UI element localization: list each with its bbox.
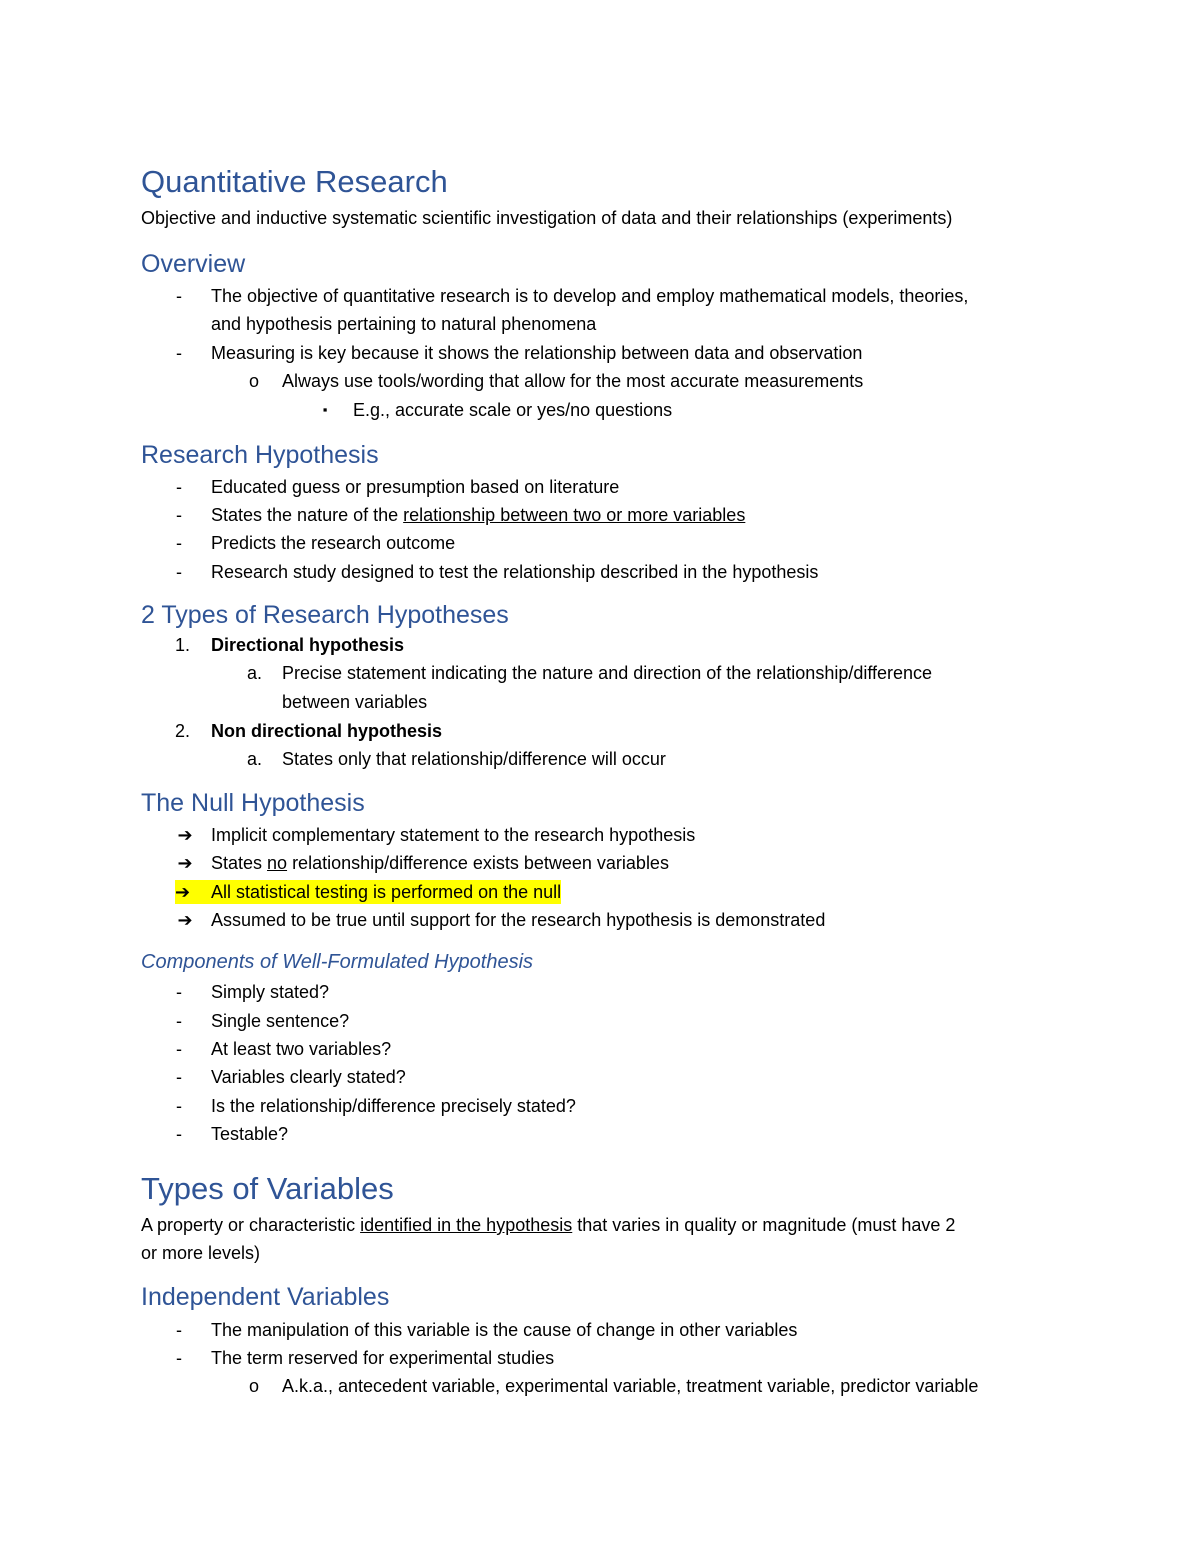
number-marker: 1. [175, 635, 191, 655]
independent-variables-heading: Independent Variables [141, 1283, 390, 1311]
arrow-icon: ➔ [175, 880, 211, 904]
dash-bullet: - [176, 1067, 182, 1087]
overview-sub-bullet: Always use tools/wording that allow for the most accurate measurements [282, 371, 864, 391]
component-item: Simply stated? [211, 982, 330, 1002]
null-bullet-2-underlined: no [267, 853, 288, 873]
variables-desc-post: that varies in quality or magnitude (must have 2 [572, 1215, 956, 1235]
non-directional-desc: States only that relationship/difference will occur [282, 749, 666, 769]
title-description: Objective and inductive systematic scientific investigation of data and their relationships (experiments) [141, 208, 953, 228]
rh-bullet-2-text: States the nature of the [211, 505, 404, 525]
iv-bullet-2: The term reserved for experimental studies [211, 1348, 555, 1368]
component-item: At least two variables? [211, 1039, 392, 1059]
arrow-icon: ➔ [177, 825, 193, 845]
component-item: Is the relationship/difference precisely stated? [211, 1096, 576, 1116]
dash-bullet: - [176, 286, 182, 306]
dash-bullet: - [176, 982, 182, 1002]
dash-bullet: - [176, 343, 182, 363]
research-hypothesis-heading: Research Hypothesis [141, 441, 379, 469]
directional-hypothesis-item: Directional hypothesis [211, 635, 405, 655]
rh-bullet-3: Predicts the research outcome [211, 533, 456, 553]
circle-bullet: o [248, 1376, 259, 1396]
dash-bullet: - [176, 505, 182, 525]
null-bullet-2 [211, 851, 669, 875]
page-title: Quantitative Research [141, 164, 448, 199]
non-directional-hypothesis-item: Non directional hypothesis [211, 721, 443, 741]
iv-sub-bullet: A.k.a., antecedent variable, experimental variable, treatment variable, predictor variable [282, 1376, 979, 1396]
rh-bullet-4: Research study designed to test the relationship described in the hypothesis [211, 562, 819, 582]
null-bullet-2-post: relationship/difference exists between variables [287, 853, 669, 873]
directional-desc-cont: between variables [282, 692, 428, 712]
dash-bullet: - [176, 1348, 182, 1368]
iv-bullet-1: The manipulation of this variable is the cause of change in other variables [211, 1320, 798, 1340]
arrow-icon: ➔ [177, 853, 193, 873]
dash-bullet: - [176, 1124, 182, 1144]
letter-marker: a. [247, 749, 263, 769]
null-hypothesis-heading: The Null Hypothesis [141, 789, 365, 817]
dash-bullet: - [176, 1096, 182, 1116]
dash-bullet: - [176, 533, 182, 553]
overview-bullet-2: Measuring is key because it shows the relationship between data and observation [211, 343, 863, 363]
null-bullet-2-pre: States [211, 853, 268, 873]
dash-bullet: - [176, 562, 182, 582]
overview-sub-sub-bullet: E.g., accurate scale or yes/no questions [353, 400, 673, 420]
variables-description [141, 1213, 955, 1237]
variables-desc-underlined: identified in the hypothesis [360, 1215, 573, 1235]
rh-bullet-2 [211, 503, 745, 527]
dash-bullet: - [176, 1039, 182, 1059]
variables-desc-pre: A property or characteristic [141, 1215, 361, 1235]
square-bullet: ▪ [322, 402, 328, 417]
letter-marker: a. [247, 663, 263, 683]
null-bullet-4: Assumed to be true until support for the research hypothesis is demonstrated [211, 910, 826, 930]
types-hypotheses-heading: 2 Types of Research Hypotheses [141, 601, 509, 629]
arrow-icon: ➔ [177, 910, 193, 930]
component-item: Testable? [211, 1124, 289, 1144]
dash-bullet: - [176, 1011, 182, 1031]
components-heading: Components of Well-Formulated Hypothesis [141, 951, 534, 973]
types-variables-title: Types of Variables [141, 1171, 394, 1206]
overview-bullet-1: The objective of quantitative research is to develop and employ mathematical models, theories, [211, 286, 969, 306]
overview-heading: Overview [141, 250, 246, 278]
rh-bullet-1: Educated guess or presumption based on literature [211, 477, 620, 497]
component-item: Variables clearly stated? [211, 1067, 406, 1087]
dash-bullet: - [176, 477, 182, 497]
directional-desc: Precise statement indicating the nature and direction of the relationship/difference [282, 663, 933, 683]
dash-bullet: - [176, 1320, 182, 1340]
null-bullet-3-highlighted: All statistical testing is performed on the null [211, 882, 562, 902]
null-bullet-1: Implicit complementary statement to the research hypothesis [211, 825, 696, 845]
circle-bullet: o [248, 371, 259, 391]
component-item: Single sentence? [211, 1011, 350, 1031]
overview-bullet-1-cont: and hypothesis pertaining to natural phenomena [211, 314, 597, 334]
variables-description-cont: or more levels) [141, 1243, 261, 1263]
number-marker: 2. [175, 721, 191, 741]
rh-bullet-2-underlined: relationship between two or more variables [403, 505, 746, 525]
